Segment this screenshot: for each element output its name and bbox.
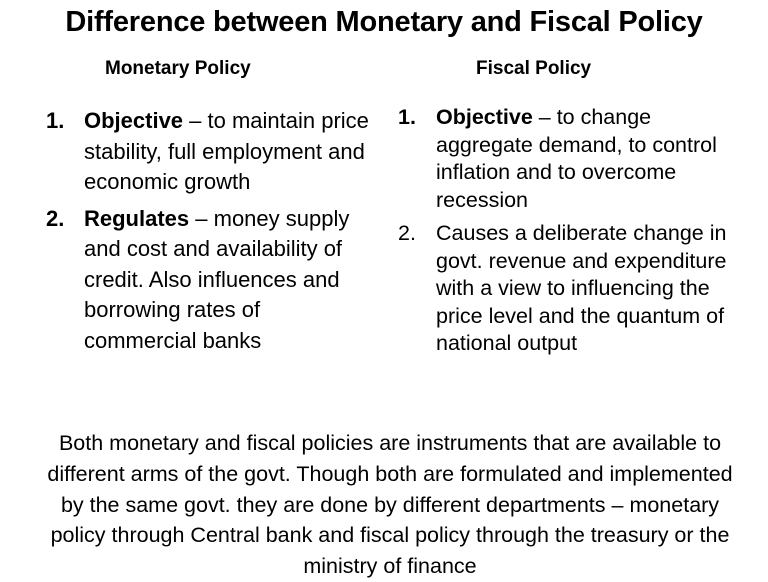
list-item	[398, 220, 728, 358]
item-number: 2.	[46, 205, 65, 231]
item-text: – to change aggregate demand, to control inflation and to overcome recession	[436, 105, 717, 212]
fiscal-policy-heading: Fiscal Policy	[476, 58, 592, 79]
monetary-policy-list	[46, 106, 376, 362]
fiscal-policy-list	[398, 104, 728, 364]
item-term: Objective	[84, 108, 184, 133]
list-item	[46, 106, 376, 198]
item-text: Causes a deliberate change in govt. revenue and expenditure with a view to influencing the price level and the quantum of national output	[436, 221, 727, 355]
list-item	[398, 104, 728, 214]
page-title: Difference between Monetary and Fiscal Policy	[65, 6, 703, 38]
item-text: – money supply and cost and availability of credit. Also influences and borrowing rates of commercial banks	[84, 205, 350, 353]
list-item	[46, 204, 376, 357]
summary-paragraph: Both monetary and fiscal policies are instruments that are available to different arms of the govt. Though both are formulated and implemented by the same govt. they are done by different departments – monetary policy through Central bank and fiscal policy through the treasury or the ministry of finance	[47, 431, 733, 579]
monetary-policy-heading: Monetary Policy	[105, 58, 251, 79]
item-number: 1.	[46, 108, 65, 133]
item-text: – to maintain price stability, full employment and economic growth	[84, 108, 369, 194]
item-number: 2.	[398, 221, 416, 245]
item-term: Regulates	[84, 205, 190, 231]
item-term: Objective	[436, 105, 533, 129]
item-number: 1.	[398, 105, 416, 129]
